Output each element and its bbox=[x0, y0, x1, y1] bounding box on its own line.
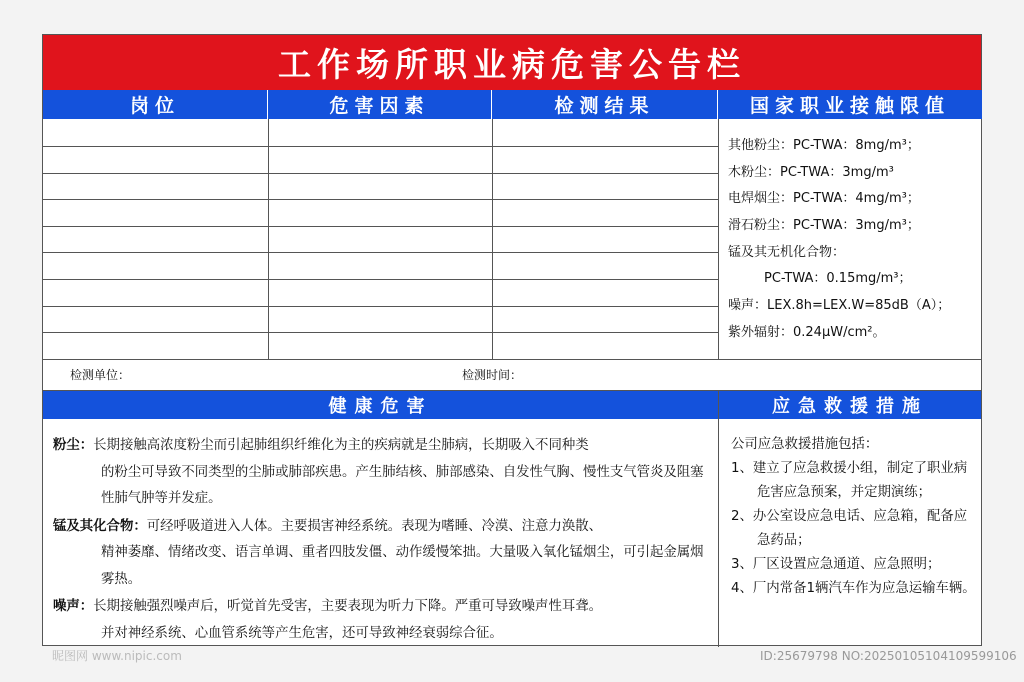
hazard-label: 锰及其化合物： bbox=[53, 518, 147, 534]
hazard-rest: 精神萎靡、情绪改变、语言单调、重者四肢发僵、动作缓慢笨拙。大量吸入氧化锰烟尘，可引起金属烟雾热。 bbox=[101, 545, 704, 587]
column-header-post: 岗位 bbox=[43, 90, 268, 119]
hazard-rest: 并对神经系统、心血管系统等产生危害，还可导致神经衰弱综合征。 bbox=[101, 625, 503, 641]
hazard-line1: 长期接触高浓度粉尘而引起肺组织纤维化为主的疾病就是尘肺病，长期吸入不同种类 bbox=[93, 438, 589, 453]
hazard-manganese bbox=[53, 514, 715, 594]
limit-welding-fume: 电焊烟尘：PC-TWA：4mg/m³； bbox=[728, 191, 920, 207]
hazard-line1: 长期接触强烈噪声后，听觉首先受害，主要表现为听力下降。严重可导致噪声性耳聋。 bbox=[93, 599, 603, 614]
hazard-label: 噪声： bbox=[53, 599, 94, 614]
emergency-intro: 公司应急救援措施包括： bbox=[731, 437, 879, 452]
emergency-item: 2、办公室设应急电话、应急箱，配备应急药品； bbox=[731, 509, 968, 548]
limit-uv-radiation: 紫外辐射：0.24μW/cm²。 bbox=[728, 324, 886, 340]
test-time-label: 检测时间： bbox=[462, 368, 523, 382]
emergency-measures-text bbox=[731, 433, 976, 601]
hazard-noise bbox=[53, 594, 715, 647]
watermark-site: 昵图网 www.nipic.com bbox=[52, 649, 182, 663]
hazard-line1: 可经呼吸道进入人体。主要损害神经系统。表现为嗜睡、冷漠、注意力涣散、 bbox=[146, 518, 603, 534]
column-header-hazard-factor: 危害因素 bbox=[268, 90, 492, 119]
limit-manganese-label: 锰及其无机化合物： bbox=[728, 244, 846, 260]
exposure-limits-list bbox=[728, 133, 978, 347]
limit-manganese-value: PC-TWA：0.15mg/m³； bbox=[764, 271, 912, 287]
hazard-label: 粉尘： bbox=[53, 438, 94, 453]
emergency-measures-header: 应急救援措施 bbox=[719, 391, 981, 419]
limit-wood-dust: 木粉尘：PC-TWA：3mg/m³ bbox=[728, 164, 894, 180]
board-title: 工作场所职业病危害公告栏 bbox=[43, 35, 981, 90]
emergency-item: 1、建立了应急救援小组，制定了职业病危害应急预案，并定期演练； bbox=[731, 461, 968, 500]
limit-noise: 噪声：LEX.8h=LEX.W=85dB（A）； bbox=[728, 298, 951, 314]
hazard-rest: 的粉尘可导致不同类型的尘肺或肺部疾患。产生肺结核、肺部感染、自发性气胸、慢性支气管炎及阻塞性肺气肿等并发症。 bbox=[101, 464, 704, 506]
notice-board bbox=[42, 34, 982, 646]
test-unit-label: 检测单位： bbox=[70, 368, 131, 382]
limit-talc-dust: 滑石粉尘：PC-TWA：3mg/m³； bbox=[728, 218, 920, 234]
column-header-test-result: 检测结果 bbox=[492, 90, 718, 119]
hazard-dust bbox=[53, 433, 715, 513]
emergency-item: 4、厂内常备1辆汽车作为应急运输车辆。 bbox=[731, 581, 976, 596]
watermark-id: ID:25679798 NO:20250105104109599106 bbox=[760, 649, 1017, 663]
health-hazard-text bbox=[53, 433, 715, 648]
limit-other-dust: 其他粉尘：PC-TWA：8mg/m³； bbox=[728, 138, 920, 153]
emergency-item: 3、厂区设置应急通道、应急照明； bbox=[731, 557, 941, 572]
column-header-exposure-limit: 国家职业接触限值 bbox=[718, 90, 982, 119]
health-hazard-header: 健康危害 bbox=[43, 391, 718, 419]
